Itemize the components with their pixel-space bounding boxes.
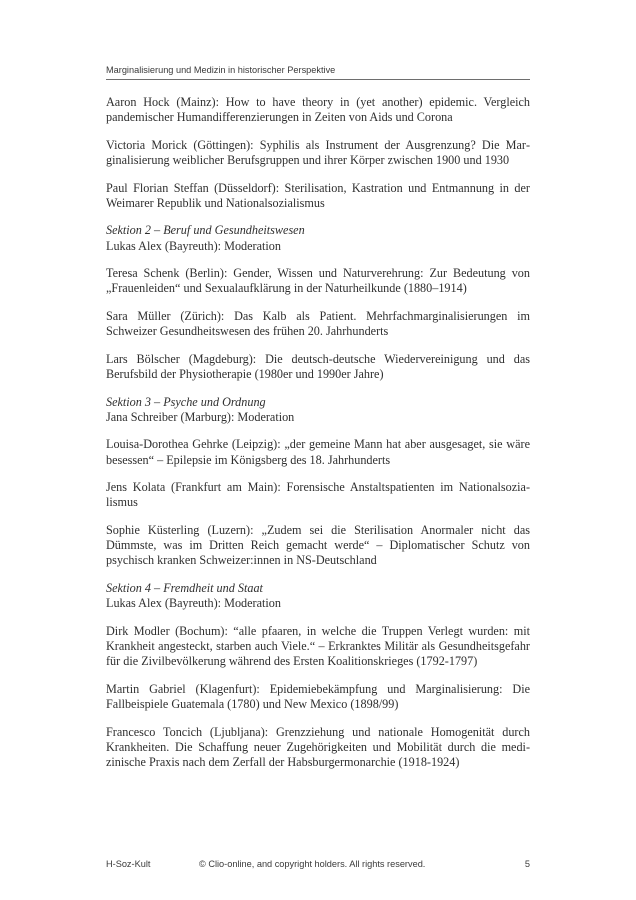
program-entry-mueller: Sara Müller (Zürich): Das Kalb als Patient. Mehrfachmarginalisierungen im Schweizer Gesundheitswesen des frühen 20. Jahrhunderts (106, 308, 530, 339)
section-moderation: Lukas Alex (Bayreuth): Moderation (106, 238, 281, 253)
program-entry-gehrke: Louisa-Dorothea Gehrke (Leipzig): „der gemeine Mann hat aber ausgesaget, sie wäre besessen“ – Epilepsie im Königsberg des 18. Jahrhunderts (106, 437, 530, 467)
program-list (106, 95, 530, 783)
section-heading: Sektion 3 – Psyche und Ordnung (106, 394, 266, 409)
section-heading: Sektion 4 – Fremdheit und Staat (106, 580, 263, 595)
program-entry-schenk: Teresa Schenk (Berlin): Gender, Wissen und Naturverehrung: Zur Bedeutung von „Frauenleiden“ und Sexualaufklärung in der Naturheilkunde (1880–1914) (106, 266, 530, 296)
program-entry-toncich: Francesco Toncich (Ljubljana): Grenzziehung und nationale Homogenität durch Krankheiten. Die Schaffung neuer Zugehörigkeiten und Mobilität durch die medizinische Praxis nach dem Zerfall der Habsburgermonarchie (1918-1924) (106, 724, 530, 769)
running-header: Marginalisierung und Medizin in historischer Perspektive (106, 65, 530, 80)
program-entry-morick: Victoria Morick (Göttingen): Syphilis als Instrument der Ausgrenzung? Die Marginalisierung weiblicher Berufsgruppen und ihrer Körper zwischen 1900 und 1930 (106, 137, 530, 167)
document-page (106, 0, 530, 900)
footer-publisher: H-Soz-Kult (106, 859, 151, 869)
section-3-header (106, 395, 530, 425)
footer-copyright: © Clio-online, and copyright holders. All rights reserved. (199, 859, 426, 869)
program-entry-hock: Aaron Hock (Mainz): How to have theory in (yet another) epidemic. Vergleich pandemischer Humandifferenzierungen in Zeiten von Aids und Corona (106, 95, 530, 125)
section-4-header (106, 581, 530, 611)
section-heading: Sektion 2 – Beruf und Gesundheitswesen (106, 223, 305, 238)
program-entry-kolata: Jens Kolata (Frankfurt am Main): Forensische Anstaltspatienten im Nationalsozialismus (106, 480, 530, 510)
program-entry-gabriel: Martin Gabriel (Klagenfurt): Epidemiebekämpfung und Marginalisierung: Die Fallbeispiele Guatemala (1780) und New Mexico (1898/99) (106, 681, 530, 711)
page-number: 5 (524, 859, 530, 869)
program-entry-steffan: Paul Florian Steffan (Düsseldorf): Sterilisation, Kastration und Entmannung in der Weimarer Republik und Nationalsozialismus (106, 180, 530, 210)
section-moderation: Lukas Alex (Bayreuth): Moderation (106, 596, 281, 611)
program-entry-boelscher: Lars Bölscher (Magdeburg): Die deutsch-deutsche Wiedervereinigung und das Berufsbild der Physiotherapie (1980er und 1990er Jahre) (106, 351, 530, 381)
program-entry-kuesterling: Sophie Küsterling (Luzern): „Zudem sei die Sterilisation Anormaler nicht das Dümmste, was im Dritten Reich gemacht werde“ – Diplomatischer Schutz von psychisch kranken Schweizer:innen in NS-Deutschland (106, 522, 530, 568)
program-entry-modler: Dirk Modler (Bochum): “alle pfaaren, in welche die Truppen Verlegt wurden: mit Krankheit angesteckt, starben auch Viele.“ – Erkranktes Militär als Gesundheitsgefahr für die Zivilbevölkerung während des Ersten Koalitionskrieges (1792-1797) (106, 623, 530, 669)
section-2-header (106, 223, 530, 253)
section-moderation: Jana Schreiber (Marburg): Moderation (106, 409, 295, 424)
